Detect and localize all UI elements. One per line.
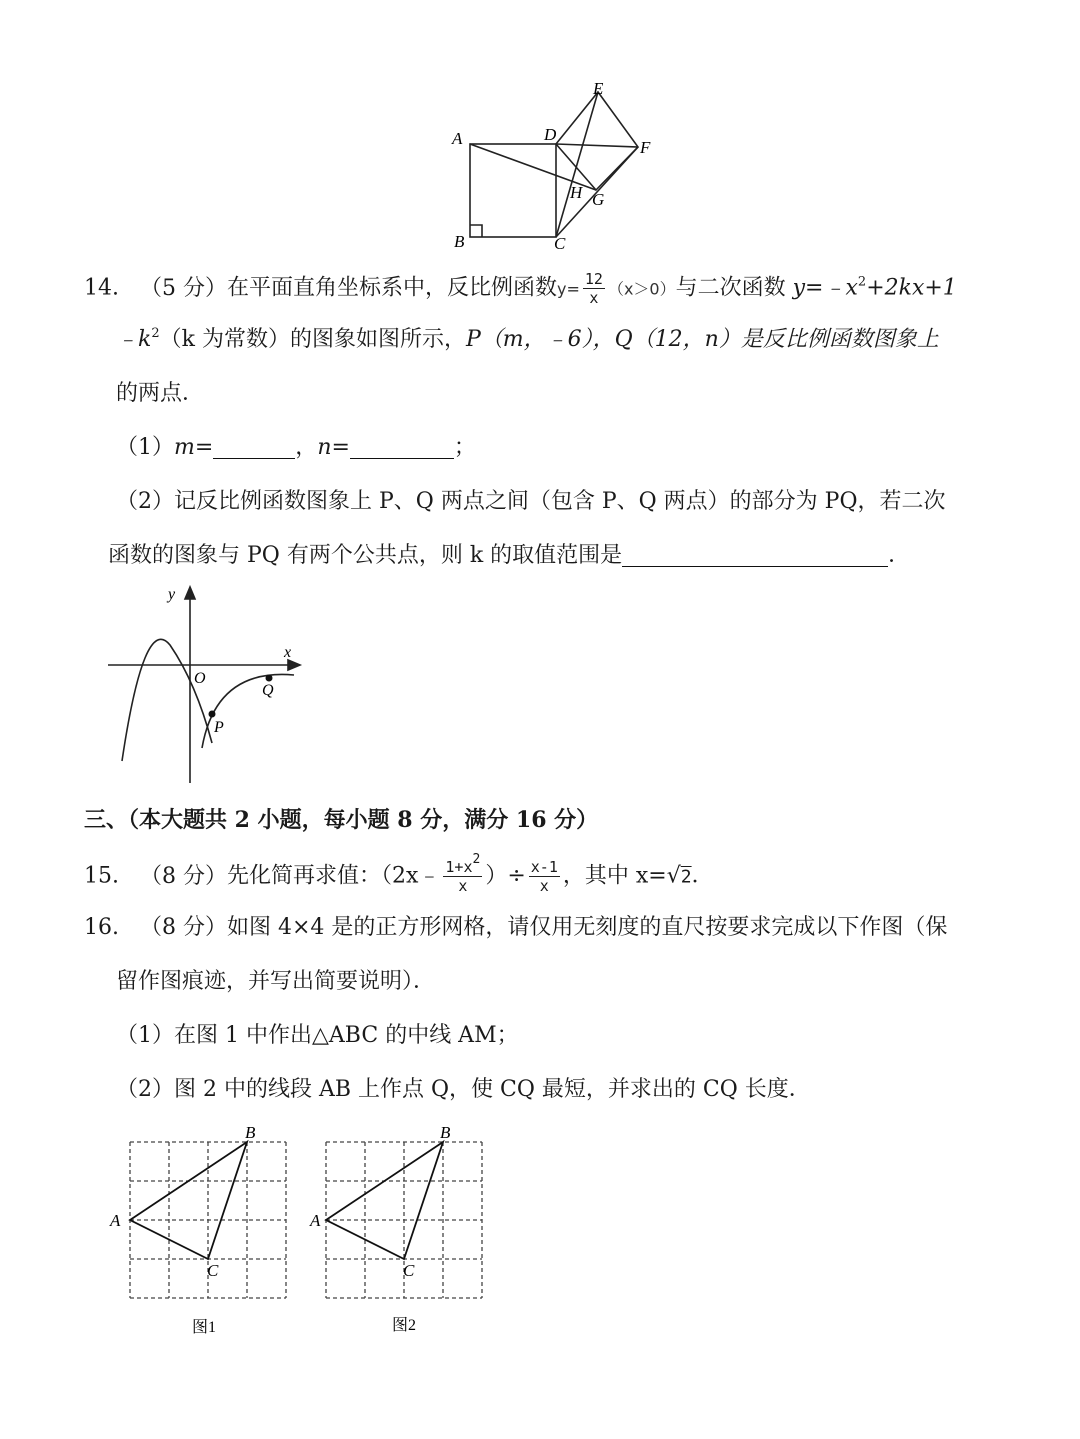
q14-func-den: x — [589, 289, 599, 307]
q14-part2-text-a: （2）记反比例函数图象上 P、Q 两点之间（包含 P、Q 两点）的部分为 PQ，若二次 — [116, 489, 946, 514]
q14-part1-end: ； — [453, 435, 476, 460]
q14-func-y: y= — [557, 279, 580, 299]
q14-part2-line2 — [108, 540, 910, 572]
q14-score: （5 分） — [140, 275, 227, 301]
q16-line2-text: 留作图痕迹，并写出简要说明）． — [116, 969, 436, 994]
grid-figure-1 — [104, 1120, 294, 1350]
q16-part1-text: （1）在图 1 中作出△ABC 的中线 AM； — [116, 1023, 519, 1048]
label-D: D — [544, 125, 557, 144]
graph-label-Q: Q — [262, 682, 274, 699]
q15-score: （8 分） — [140, 863, 227, 889]
answer-blank-n[interactable] — [350, 438, 454, 459]
q14-line2-Q: Q（12，n）是反比例函数图象上 — [614, 327, 939, 352]
q15-end: ． — [691, 863, 714, 889]
q14-text2: 与二次函数 — [675, 275, 786, 301]
q14-line2: $﹣k^2(k$ 为常数）的图象如图所示，P（m，﹣6），Q（12，n）是反比例函数图象上 — [116, 326, 939, 352]
graph-label-O: O — [194, 670, 206, 687]
grid1-label-C: C — [207, 1261, 219, 1280]
grid1-label-A: A — [110, 1211, 121, 1230]
q14-text1: 在平面直角坐标系中，反比例函数 — [227, 275, 558, 301]
q15-tail: ，其中 x= — [562, 863, 667, 889]
grid1-label-B: B — [245, 1123, 256, 1142]
grid-figure-2 — [300, 1120, 490, 1350]
label-A: A — [452, 129, 463, 148]
graph-label-P: P — [214, 719, 224, 736]
parabola-curve — [122, 639, 212, 761]
q14-part1-label: （1） — [116, 435, 174, 460]
q16-part2 — [116, 1074, 811, 1106]
q14-part2-line1 — [116, 486, 945, 518]
grid2-label-B: B — [440, 1123, 451, 1142]
grid2-label-A: A — [310, 1211, 321, 1230]
q14-graph — [104, 583, 304, 788]
triangle-ABC-1 — [130, 1142, 247, 1259]
q14-part1 — [116, 432, 476, 464]
q16-score: （8 分） — [140, 915, 227, 940]
q14-quad-b: +2kx+1 — [866, 275, 957, 301]
label-F: F — [640, 138, 651, 157]
point-Q — [266, 675, 273, 682]
q15-number: 15. — [84, 863, 119, 889]
section3-title-text: 三、（本大题共 2 小题，每小题 8 分，满分 16 分） — [84, 807, 599, 833]
q16-line2 — [116, 966, 435, 998]
answer-blank-m[interactable] — [213, 438, 295, 459]
q16-line1-text: 如图 4×4 是的正方形网格，请仅用无刻度的直尺按要求完成以下作图（保 — [227, 915, 948, 940]
q15-frac1-den: x — [458, 877, 468, 895]
q15-fraction-2 — [529, 858, 560, 895]
q15-frac1-num: 1+x — [445, 858, 473, 876]
q15-fraction-1 — [443, 852, 482, 895]
y-arrow-icon — [185, 587, 195, 599]
q14-func-fraction — [583, 270, 605, 307]
sqrt-icon: √ — [666, 863, 681, 889]
q14-line3-text: 的两点． — [116, 381, 205, 406]
q15-text: 先化简再求值：（2x﹣ — [227, 863, 441, 889]
q15-line — [84, 852, 714, 895]
q14-part2-end: ． — [888, 543, 911, 568]
x-arrow-icon — [288, 660, 300, 670]
label-E: E — [593, 79, 604, 98]
label-B: B — [454, 232, 465, 251]
q16-part1 — [116, 1020, 519, 1052]
q14-line3 — [116, 378, 204, 410]
grid2-label-C: C — [403, 1261, 415, 1280]
q14-part1-m: m= — [174, 435, 214, 460]
q15-mid: ）÷ — [485, 863, 526, 889]
q14-line2-P: P（m，﹣6）， — [465, 327, 615, 352]
square-figure — [440, 72, 670, 252]
q15-frac2-num: x-1 — [530, 858, 558, 876]
q16-part2-text: （2）图 2 中的线段 AB 上作点 Q，使 CQ 最短，并求出的 CQ 长度． — [116, 1077, 811, 1102]
q15-sqrt-value: 2 — [680, 866, 692, 888]
label-C: C — [554, 234, 566, 252]
q14-quad-a: y=﹣x — [792, 275, 858, 301]
q14-line2-a: ﹣k — [116, 327, 152, 352]
q14-func-cond: （x＞0） — [607, 279, 676, 299]
q16-number: 16. — [84, 915, 119, 940]
q15-frac1-num-wrap: $1+x^2$ — [445, 852, 481, 876]
q14-line2-b: （k 为常数）的图象如图所示， — [159, 327, 466, 352]
graph-label-x: x — [284, 644, 292, 661]
triangle-ABC-2 — [326, 1142, 443, 1259]
q16-line1 — [84, 912, 947, 944]
fig2-caption: 图2 — [392, 1317, 417, 1334]
graph-label-y: y — [168, 586, 176, 603]
q14-part1-sep: ， — [295, 435, 318, 460]
section3-title — [84, 804, 598, 836]
q14-line1: 14. （5 分）在平面直角坐标系中，反比例函数y= $\frac{12}{x}$ （x＞0）与二次函数 $y=﹣x^2+2kx+1$ — [84, 270, 957, 307]
label-G: G — [592, 190, 605, 209]
q14-number: 14. — [84, 275, 119, 301]
fig1-caption: 图1 — [192, 1319, 217, 1336]
label-H: H — [570, 183, 583, 202]
q14-func-num: 12 — [584, 270, 603, 288]
point-P — [209, 711, 216, 718]
hyperbola-curve — [202, 674, 294, 748]
q14-part1-n: n= — [317, 435, 350, 460]
q14-part2-text-b: 函数的图象与 PQ 有两个公共点，则 k 的取值范围是 — [108, 543, 623, 568]
q15-frac2-den: x — [539, 877, 549, 895]
answer-blank-k-range[interactable] — [622, 546, 888, 567]
